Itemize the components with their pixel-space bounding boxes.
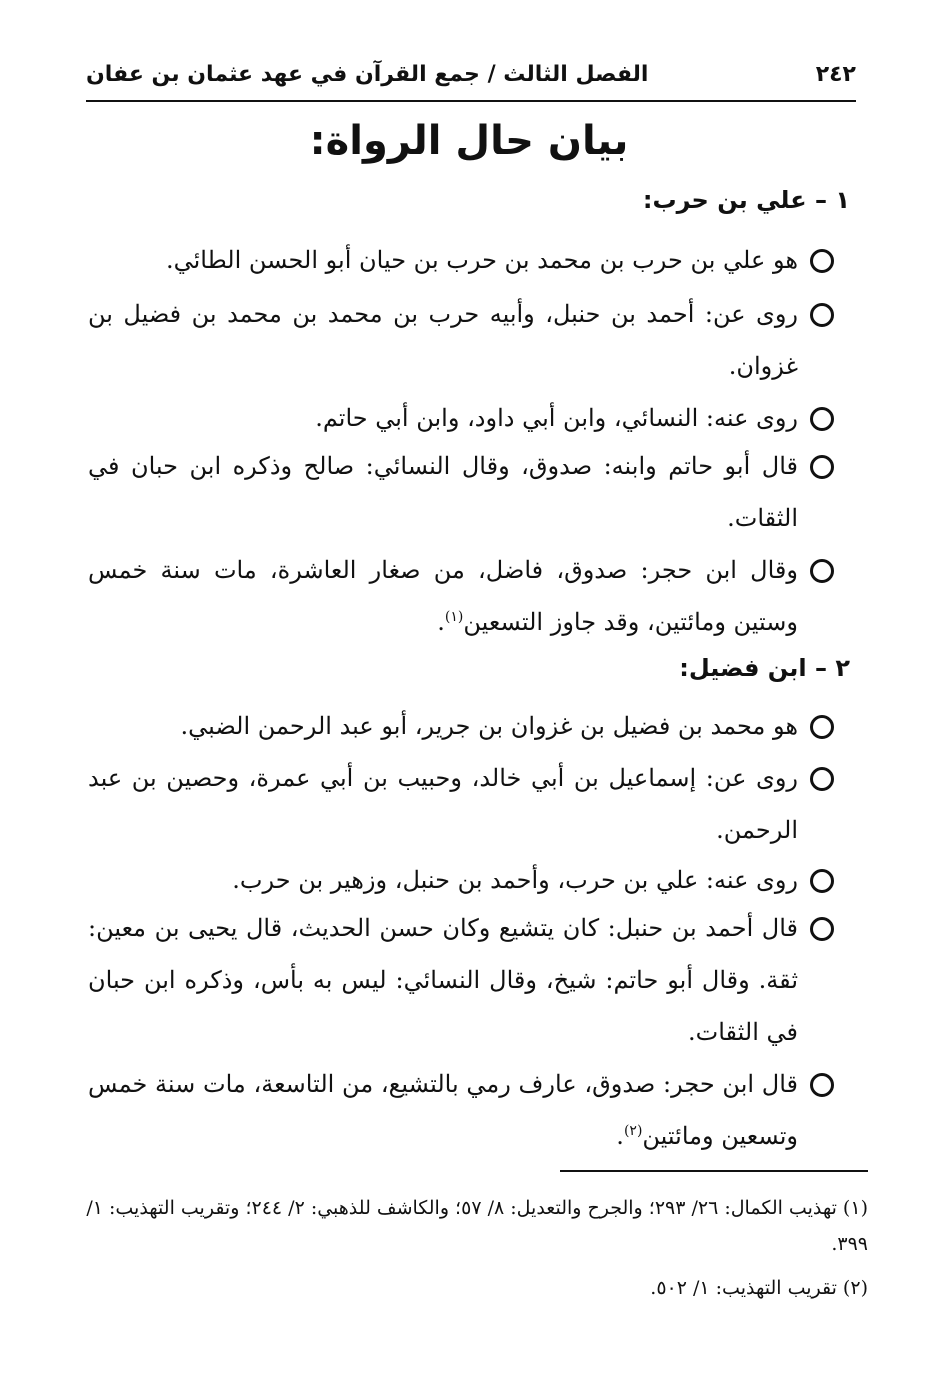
item-text-body: قال ابن حجر: صدوق، عارف رمي بالتشيع، من التاسعة، مات سنة خمس وتسعين ومائتين: [88, 1070, 798, 1150]
item-text: هو علي بن حرب بن محمد بن حرب بن حيان أبو الحسن الطائي.: [165, 246, 798, 274]
narrator-2-item-grading: [88, 902, 838, 1058]
item-text: قال أبو حاتم وابنه: صدوق، وقال النسائي: صالح وذكره ابن حبان في الثقات.: [88, 452, 798, 532]
item-text: قال أحمد بن حنبل: كان يتشيع وكان حسن الحديث، قال يحيى بن معين: ثقة. وقال أبو حاتم: شيخ، وقال النسائي: ليس به بأس، وذكره ابن حبان في الثقات.: [88, 914, 798, 1046]
narrator-2-item-name: [88, 700, 838, 752]
item-text: روى عنه: علي بن حرب، وأحمد بن حنبل، وزهير بن حرب.: [232, 866, 798, 894]
item-text: هو محمد بن فضيل بن غزوان بن جرير، أبو عبد الرحمن الضبي.: [180, 712, 798, 740]
circle-bullet-icon: [810, 715, 834, 739]
circle-bullet-icon: [810, 249, 834, 273]
item-text: [88, 1058, 838, 1162]
narrator-2-item-students: [88, 854, 838, 906]
narrator-1-item-teachers: [88, 288, 838, 392]
circle-bullet-icon: [810, 869, 834, 893]
circle-bullet-icon: [810, 1073, 834, 1097]
narrator-1-item-students: [88, 392, 838, 444]
footnote-ref-2[interactable]: (٢): [623, 1123, 643, 1139]
page-number: ٢٤٢: [815, 62, 856, 87]
circle-bullet-icon: [810, 455, 834, 479]
narrator-2-item-ibn-hajar: [88, 1058, 838, 1162]
item-text-end: .: [437, 608, 445, 636]
narrator-1-item-ibn-hajar: [88, 544, 838, 648]
circle-bullet-icon: [810, 917, 834, 941]
narrator-heading-2: ٢ – ابن فضيل:: [679, 654, 850, 682]
item-text: روى عن: إسماعيل بن أبي خالد، وحبيب بن أبي عمرة، وحصين بن عبد الرحمن.: [88, 764, 798, 844]
item-text-end: .: [616, 1122, 624, 1150]
item-text: روى عن: أحمد بن حنبل، وأبيه حرب بن محمد بن محمد بن فضيل بن غزوان.: [88, 300, 798, 380]
narrator-1-item-name: [88, 234, 838, 286]
narrator-2-item-teachers: [88, 752, 838, 856]
footnote-2: (٢) تقريب التهذيب: ١/ ٥٠٢.: [650, 1277, 868, 1299]
item-text-body: وقال ابن حجر: صدوق، فاضل، من صغار العاشرة، مات سنة خمس وستين ومائتين، وقد جاوز التسعين: [88, 556, 798, 636]
item-text: روى عنه: النسائي، وابن أبي داود، وابن أبي حاتم.: [315, 404, 798, 432]
circle-bullet-icon: [810, 407, 834, 431]
item-text: [88, 544, 838, 648]
circle-bullet-icon: [810, 303, 834, 327]
narrator-heading-1: ١ – علي بن حرب:: [642, 186, 850, 214]
footnote-divider: [560, 1170, 868, 1172]
narrator-1-item-grading: [88, 440, 838, 544]
section-title: بيان حال الرواة:: [309, 118, 629, 164]
footnote-ref-1[interactable]: (١): [444, 609, 464, 625]
chapter-title: الفصل الثالث / جمع القرآن في عهد عثمان بن عفان: [86, 62, 649, 87]
circle-bullet-icon: [810, 559, 834, 583]
circle-bullet-icon: [810, 767, 834, 791]
running-header: [86, 60, 856, 102]
footnote-1: (١) تهذيب الكمال: ٢٦/ ٢٩٣؛ والجرح والتعديل: ٨/ ٥٧؛ والكاشف للذهبي: ٢/ ٢٤٤؛ وتقريب التهذيب: ١/ ٣٩٩.: [86, 1197, 868, 1255]
